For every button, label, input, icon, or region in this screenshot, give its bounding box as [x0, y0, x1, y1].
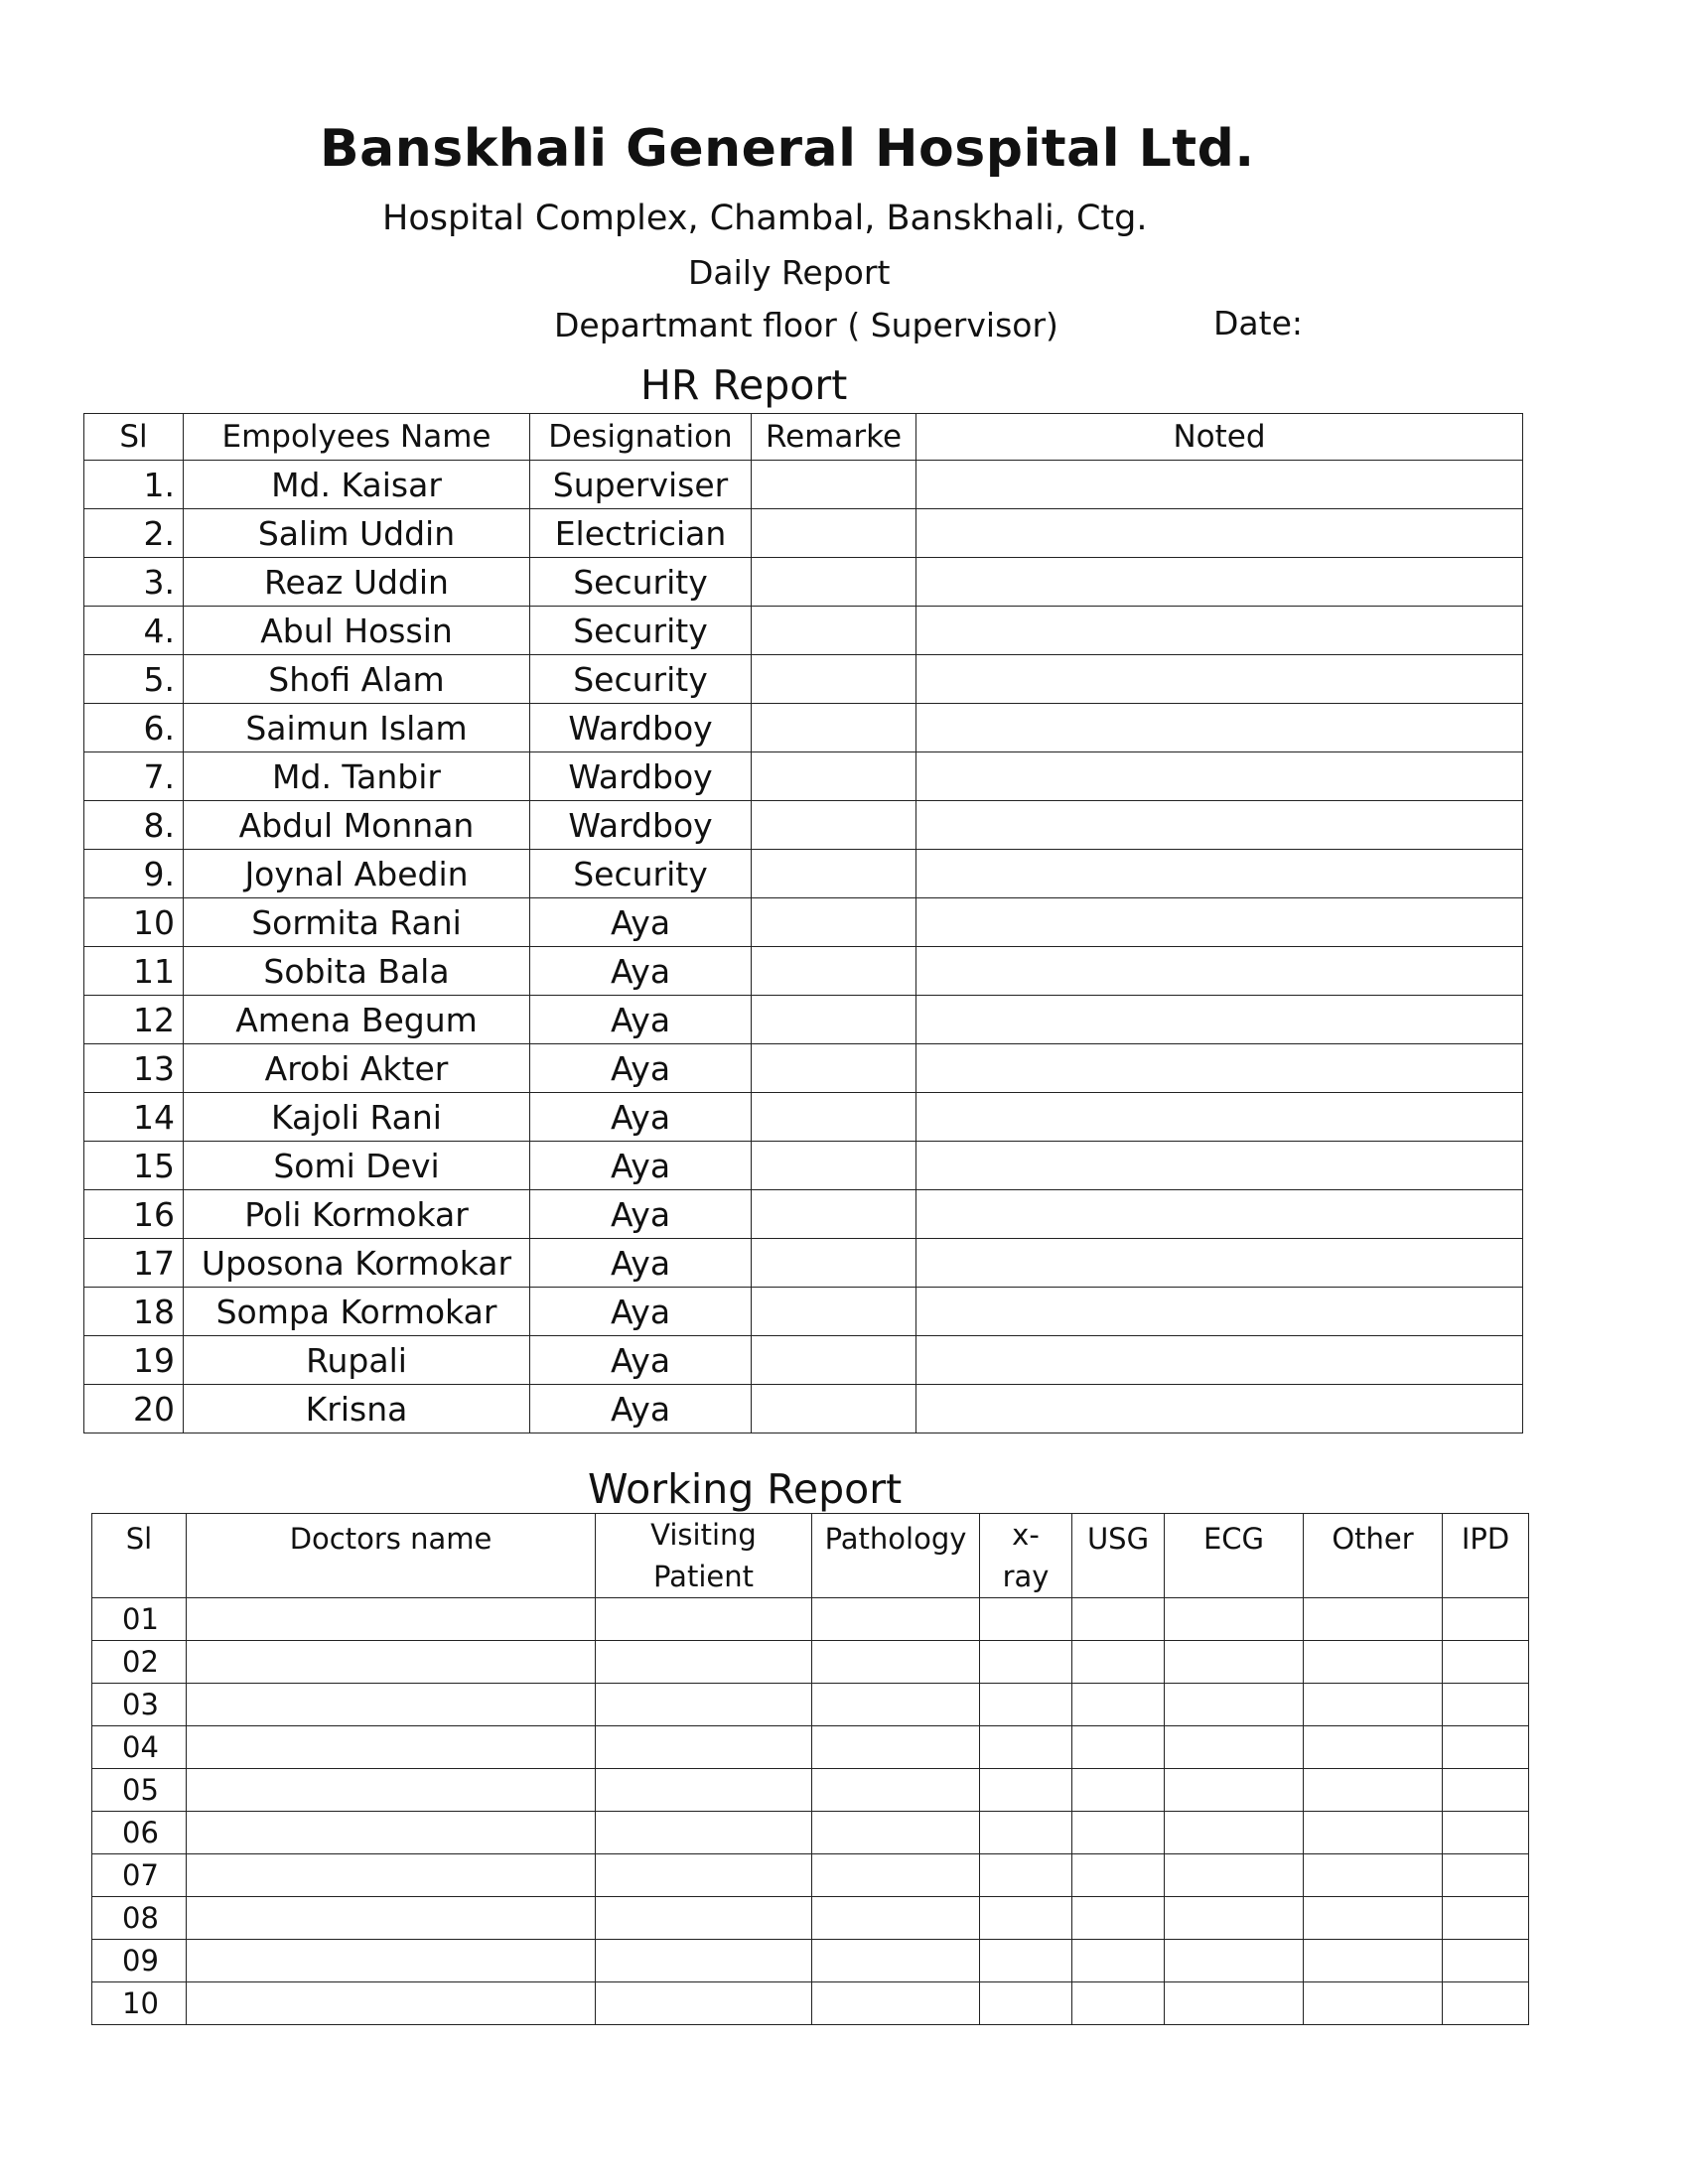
hr-col-name: Empolyees Name: [184, 414, 530, 461]
wr-cell-xray: [980, 1598, 1072, 1641]
hr-cell-designation: Aya: [530, 1093, 752, 1142]
wr-cell-usg: [1072, 1812, 1165, 1854]
wr-cell-visiting: [596, 1854, 812, 1897]
wr-cell-ecg: [1165, 1769, 1304, 1812]
hr-cell-sl: 15: [84, 1142, 184, 1190]
hr-cell-sl: 17: [84, 1239, 184, 1288]
wr-cell-usg: [1072, 1854, 1165, 1897]
hr-table-row: [84, 850, 1523, 898]
wr-cell-pathology: [812, 1812, 980, 1854]
wr-col-visiting-line2: Patient: [653, 1560, 754, 1593]
hr-cell-designation: Security: [530, 607, 752, 655]
hr-cell-name: Shofi Alam: [184, 655, 530, 704]
hr-cell-noted: [916, 704, 1523, 752]
hr-cell-designation: Superviser: [530, 461, 752, 509]
hr-cell-designation: Aya: [530, 1385, 752, 1433]
wr-cell-sl: 01: [92, 1598, 187, 1641]
wr-cell-ecg: [1165, 1982, 1304, 2025]
hr-cell-noted: [916, 461, 1523, 509]
wr-cell-ipd: [1443, 1982, 1529, 2025]
wr-cell-usg: [1072, 1641, 1165, 1684]
wr-cell-sl: 03: [92, 1684, 187, 1726]
wr-cell-ipd: [1443, 1641, 1529, 1684]
hr-cell-sl: 7.: [84, 752, 184, 801]
hr-cell-noted: [916, 1142, 1523, 1190]
hospital-name: Banskhali General Hospital Ltd.: [320, 119, 1255, 179]
hr-table-row: [84, 1288, 1523, 1336]
hr-col-sl: Sl: [84, 414, 184, 461]
hr-cell-designation: Aya: [530, 1336, 752, 1385]
hr-table-row: [84, 752, 1523, 801]
wr-cell-pathology: [812, 1684, 980, 1726]
wr-cell-other: [1304, 1598, 1443, 1641]
wr-cell-sl: 10: [92, 1982, 187, 2025]
hr-cell-name: Joynal Abedin: [184, 850, 530, 898]
hr-cell-noted: [916, 850, 1523, 898]
wr-cell-doctor: [187, 1769, 596, 1812]
wr-cell-other: [1304, 1684, 1443, 1726]
hr-cell-sl: 1.: [84, 461, 184, 509]
hr-cell-noted: [916, 1093, 1523, 1142]
hr-report-title: HR Report: [640, 361, 848, 409]
hr-cell-name: Reaz Uddin: [184, 558, 530, 607]
wr-cell-pathology: [812, 1982, 980, 2025]
wr-cell-xray: [980, 1769, 1072, 1812]
department-line: Departmant floor ( Supervisor): [554, 306, 1058, 344]
hr-cell-remarks: [752, 947, 916, 996]
wr-table-row: [92, 1726, 1529, 1769]
hr-cell-name: Abdul Monnan: [184, 801, 530, 850]
hr-table-row: [84, 1044, 1523, 1093]
wr-table-row: [92, 1641, 1529, 1684]
wr-cell-ipd: [1443, 1897, 1529, 1940]
hr-col-remarks: Remarke: [752, 414, 916, 461]
wr-col-pathology: Pathology: [812, 1514, 980, 1598]
hr-cell-designation: Electrician: [530, 509, 752, 558]
wr-cell-visiting: [596, 1812, 812, 1854]
hr-cell-sl: 5.: [84, 655, 184, 704]
hr-cell-designation: Wardboy: [530, 704, 752, 752]
wr-cell-ecg: [1165, 1854, 1304, 1897]
wr-cell-visiting: [596, 1684, 812, 1726]
wr-table-row: [92, 1769, 1529, 1812]
hr-cell-noted: [916, 947, 1523, 996]
hr-cell-noted: [916, 655, 1523, 704]
wr-cell-doctor: [187, 1726, 596, 1769]
wr-cell-xray: [980, 1940, 1072, 1982]
wr-cell-pathology: [812, 1598, 980, 1641]
hr-cell-noted: [916, 1190, 1523, 1239]
hospital-address: Hospital Complex, Chambal, Banskhali, Ctg.: [382, 199, 1148, 238]
wr-cell-sl: 06: [92, 1812, 187, 1854]
wr-cell-usg: [1072, 1684, 1165, 1726]
working-report-table: [91, 1513, 1529, 2025]
wr-cell-sl: 04: [92, 1726, 187, 1769]
hr-cell-designation: Aya: [530, 1044, 752, 1093]
wr-cell-doctor: [187, 1684, 596, 1726]
hr-cell-designation: Aya: [530, 1239, 752, 1288]
wr-cell-ecg: [1165, 1897, 1304, 1940]
wr-cell-usg: [1072, 1726, 1165, 1769]
wr-cell-doctor: [187, 1598, 596, 1641]
hr-cell-sl: 10: [84, 898, 184, 947]
wr-cell-xray: [980, 1726, 1072, 1769]
wr-cell-ecg: [1165, 1641, 1304, 1684]
hr-cell-noted: [916, 607, 1523, 655]
wr-cell-doctor: [187, 1812, 596, 1854]
hr-table-row: [84, 461, 1523, 509]
hr-table-row: [84, 801, 1523, 850]
hr-cell-name: Salim Uddin: [184, 509, 530, 558]
hr-cell-name: Somi Devi: [184, 1142, 530, 1190]
hr-header-row: [84, 414, 1523, 461]
wr-cell-doctor: [187, 1854, 596, 1897]
wr-cell-ipd: [1443, 1940, 1529, 1982]
hr-cell-designation: Aya: [530, 996, 752, 1044]
hr-cell-remarks: [752, 1142, 916, 1190]
wr-cell-sl: 05: [92, 1769, 187, 1812]
wr-cell-other: [1304, 1726, 1443, 1769]
hr-cell-noted: [916, 1044, 1523, 1093]
hr-table-row: [84, 1239, 1523, 1288]
wr-cell-pathology: [812, 1641, 980, 1684]
wr-cell-xray: [980, 1641, 1072, 1684]
hr-cell-designation: Aya: [530, 898, 752, 947]
wr-cell-ecg: [1165, 1812, 1304, 1854]
wr-col-ecg: ECG: [1165, 1514, 1304, 1598]
hr-table-row: [84, 898, 1523, 947]
wr-cell-xray: [980, 1897, 1072, 1940]
wr-cell-other: [1304, 1812, 1443, 1854]
wr-cell-visiting: [596, 1982, 812, 2025]
wr-cell-visiting: [596, 1940, 812, 1982]
wr-cell-pathology: [812, 1897, 980, 1940]
hr-cell-noted: [916, 801, 1523, 850]
wr-cell-visiting: [596, 1598, 812, 1641]
hr-cell-remarks: [752, 704, 916, 752]
hr-table-row: [84, 1093, 1523, 1142]
hr-cell-noted: [916, 1385, 1523, 1433]
wr-cell-sl: 07: [92, 1854, 187, 1897]
wr-cell-visiting: [596, 1726, 812, 1769]
hr-cell-name: Abul Hossin: [184, 607, 530, 655]
hr-cell-remarks: [752, 1385, 916, 1433]
hr-cell-designation: Wardboy: [530, 752, 752, 801]
hr-cell-remarks: [752, 1044, 916, 1093]
hr-cell-sl: 16: [84, 1190, 184, 1239]
wr-col-xray-line1: x-: [1012, 1518, 1040, 1552]
hr-cell-designation: Aya: [530, 1142, 752, 1190]
hr-cell-name: Md. Tanbir: [184, 752, 530, 801]
hr-table-row: [84, 996, 1523, 1044]
wr-cell-ecg: [1165, 1940, 1304, 1982]
wr-col-sl: Sl: [92, 1514, 187, 1598]
hr-cell-noted: [916, 1288, 1523, 1336]
report-title: Daily Report: [688, 253, 891, 292]
hr-cell-remarks: [752, 1239, 916, 1288]
hr-cell-remarks: [752, 801, 916, 850]
hr-cell-sl: 6.: [84, 704, 184, 752]
wr-col-doctor: Doctors name: [187, 1514, 596, 1598]
hr-cell-designation: Aya: [530, 1288, 752, 1336]
wr-cell-ipd: [1443, 1598, 1529, 1641]
hr-cell-noted: [916, 558, 1523, 607]
hr-cell-sl: 20: [84, 1385, 184, 1433]
hr-cell-designation: Security: [530, 850, 752, 898]
wr-table-row: [92, 1812, 1529, 1854]
wr-cell-xray: [980, 1982, 1072, 2025]
hr-cell-noted: [916, 752, 1523, 801]
wr-col-xray: [980, 1514, 1072, 1598]
hr-cell-sl: 18: [84, 1288, 184, 1336]
wr-col-visiting-line1: Visiting: [650, 1518, 757, 1552]
wr-table-row: [92, 1598, 1529, 1641]
hr-cell-sl: 8.: [84, 801, 184, 850]
hr-cell-name: Amena Begum: [184, 996, 530, 1044]
wr-cell-other: [1304, 1769, 1443, 1812]
wr-col-visiting: [596, 1514, 812, 1598]
hr-cell-noted: [916, 1239, 1523, 1288]
hr-cell-remarks: [752, 558, 916, 607]
hr-cell-remarks: [752, 850, 916, 898]
wr-col-xray-line2: ray: [1002, 1560, 1050, 1593]
hr-cell-name: Uposona Kormokar: [184, 1239, 530, 1288]
hr-cell-name: Sobita Bala: [184, 947, 530, 996]
wr-cell-xray: [980, 1812, 1072, 1854]
hr-cell-name: Rupali: [184, 1336, 530, 1385]
hr-col-noted: Noted: [916, 414, 1523, 461]
hr-cell-name: Poli Kormokar: [184, 1190, 530, 1239]
wr-cell-pathology: [812, 1854, 980, 1897]
hr-cell-designation: Security: [530, 558, 752, 607]
wr-cell-doctor: [187, 1982, 596, 2025]
wr-cell-ecg: [1165, 1726, 1304, 1769]
wr-cell-xray: [980, 1684, 1072, 1726]
hr-cell-remarks: [752, 1336, 916, 1385]
hr-cell-remarks: [752, 1190, 916, 1239]
hr-cell-name: Sompa Kormokar: [184, 1288, 530, 1336]
working-report-title: Working Report: [588, 1465, 903, 1513]
hr-cell-sl: 14: [84, 1093, 184, 1142]
hr-cell-name: Kajoli Rani: [184, 1093, 530, 1142]
wr-cell-usg: [1072, 1598, 1165, 1641]
wr-cell-usg: [1072, 1940, 1165, 1982]
wr-cell-visiting: [596, 1641, 812, 1684]
hr-cell-sl: 12: [84, 996, 184, 1044]
hr-cell-sl: 13: [84, 1044, 184, 1093]
wr-header-row: [92, 1514, 1529, 1598]
hr-cell-designation: Aya: [530, 947, 752, 996]
hr-cell-noted: [916, 996, 1523, 1044]
hr-cell-remarks: [752, 509, 916, 558]
hr-table-row: [84, 655, 1523, 704]
hr-cell-remarks: [752, 752, 916, 801]
hr-cell-remarks: [752, 461, 916, 509]
wr-cell-usg: [1072, 1982, 1165, 2025]
hr-cell-remarks: [752, 1288, 916, 1336]
wr-cell-ipd: [1443, 1726, 1529, 1769]
hr-table-row: [84, 1385, 1523, 1433]
hr-cell-sl: 9.: [84, 850, 184, 898]
hr-cell-name: Md. Kaisar: [184, 461, 530, 509]
wr-cell-sl: 09: [92, 1940, 187, 1982]
hr-cell-designation: Wardboy: [530, 801, 752, 850]
wr-table-row: [92, 1982, 1529, 2025]
wr-cell-pathology: [812, 1940, 980, 1982]
hr-report-table: [83, 413, 1523, 1433]
wr-table-row: [92, 1854, 1529, 1897]
wr-cell-ecg: [1165, 1598, 1304, 1641]
hr-cell-remarks: [752, 1093, 916, 1142]
wr-cell-ipd: [1443, 1684, 1529, 1726]
wr-cell-other: [1304, 1982, 1443, 2025]
wr-table-row: [92, 1684, 1529, 1726]
hr-cell-sl: 11: [84, 947, 184, 996]
wr-cell-other: [1304, 1641, 1443, 1684]
wr-cell-visiting: [596, 1897, 812, 1940]
hr-cell-name: Arobi Akter: [184, 1044, 530, 1093]
hr-cell-sl: 4.: [84, 607, 184, 655]
wr-cell-ipd: [1443, 1769, 1529, 1812]
wr-cell-doctor: [187, 1641, 596, 1684]
hr-cell-designation: Security: [530, 655, 752, 704]
hr-cell-designation: Aya: [530, 1190, 752, 1239]
wr-cell-sl: 02: [92, 1641, 187, 1684]
wr-cell-doctor: [187, 1897, 596, 1940]
wr-cell-ipd: [1443, 1854, 1529, 1897]
hr-cell-name: Krisna: [184, 1385, 530, 1433]
hr-table-row: [84, 704, 1523, 752]
wr-col-usg: USG: [1072, 1514, 1165, 1598]
wr-cell-usg: [1072, 1769, 1165, 1812]
hr-table-row: [84, 558, 1523, 607]
wr-cell-ipd: [1443, 1812, 1529, 1854]
wr-cell-visiting: [596, 1769, 812, 1812]
hr-table-row: [84, 947, 1523, 996]
hr-cell-remarks: [752, 607, 916, 655]
wr-cell-ecg: [1165, 1684, 1304, 1726]
wr-cell-doctor: [187, 1940, 596, 1982]
hr-table-row: [84, 1142, 1523, 1190]
hr-table-row: [84, 1190, 1523, 1239]
hr-col-designation: Designation: [530, 414, 752, 461]
wr-cell-pathology: [812, 1769, 980, 1812]
hr-cell-name: Sormita Rani: [184, 898, 530, 947]
wr-col-ipd: IPD: [1443, 1514, 1529, 1598]
wr-cell-usg: [1072, 1897, 1165, 1940]
wr-cell-xray: [980, 1854, 1072, 1897]
wr-cell-sl: 08: [92, 1897, 187, 1940]
wr-cell-other: [1304, 1940, 1443, 1982]
hr-table-row: [84, 1336, 1523, 1385]
hr-cell-noted: [916, 1336, 1523, 1385]
wr-cell-other: [1304, 1897, 1443, 1940]
wr-cell-other: [1304, 1854, 1443, 1897]
wr-cell-pathology: [812, 1726, 980, 1769]
hr-table-row: [84, 509, 1523, 558]
hr-cell-sl: 2.: [84, 509, 184, 558]
hr-cell-noted: [916, 898, 1523, 947]
hr-table-row: [84, 607, 1523, 655]
hr-cell-remarks: [752, 898, 916, 947]
wr-table-row: [92, 1897, 1529, 1940]
wr-table-row: [92, 1940, 1529, 1982]
hr-cell-remarks: [752, 655, 916, 704]
wr-col-other: Other: [1304, 1514, 1443, 1598]
hr-cell-sl: 19: [84, 1336, 184, 1385]
hr-cell-name: Saimun Islam: [184, 704, 530, 752]
hr-cell-noted: [916, 509, 1523, 558]
hr-cell-remarks: [752, 996, 916, 1044]
date-label: Date:: [1213, 304, 1303, 342]
hr-cell-sl: 3.: [84, 558, 184, 607]
